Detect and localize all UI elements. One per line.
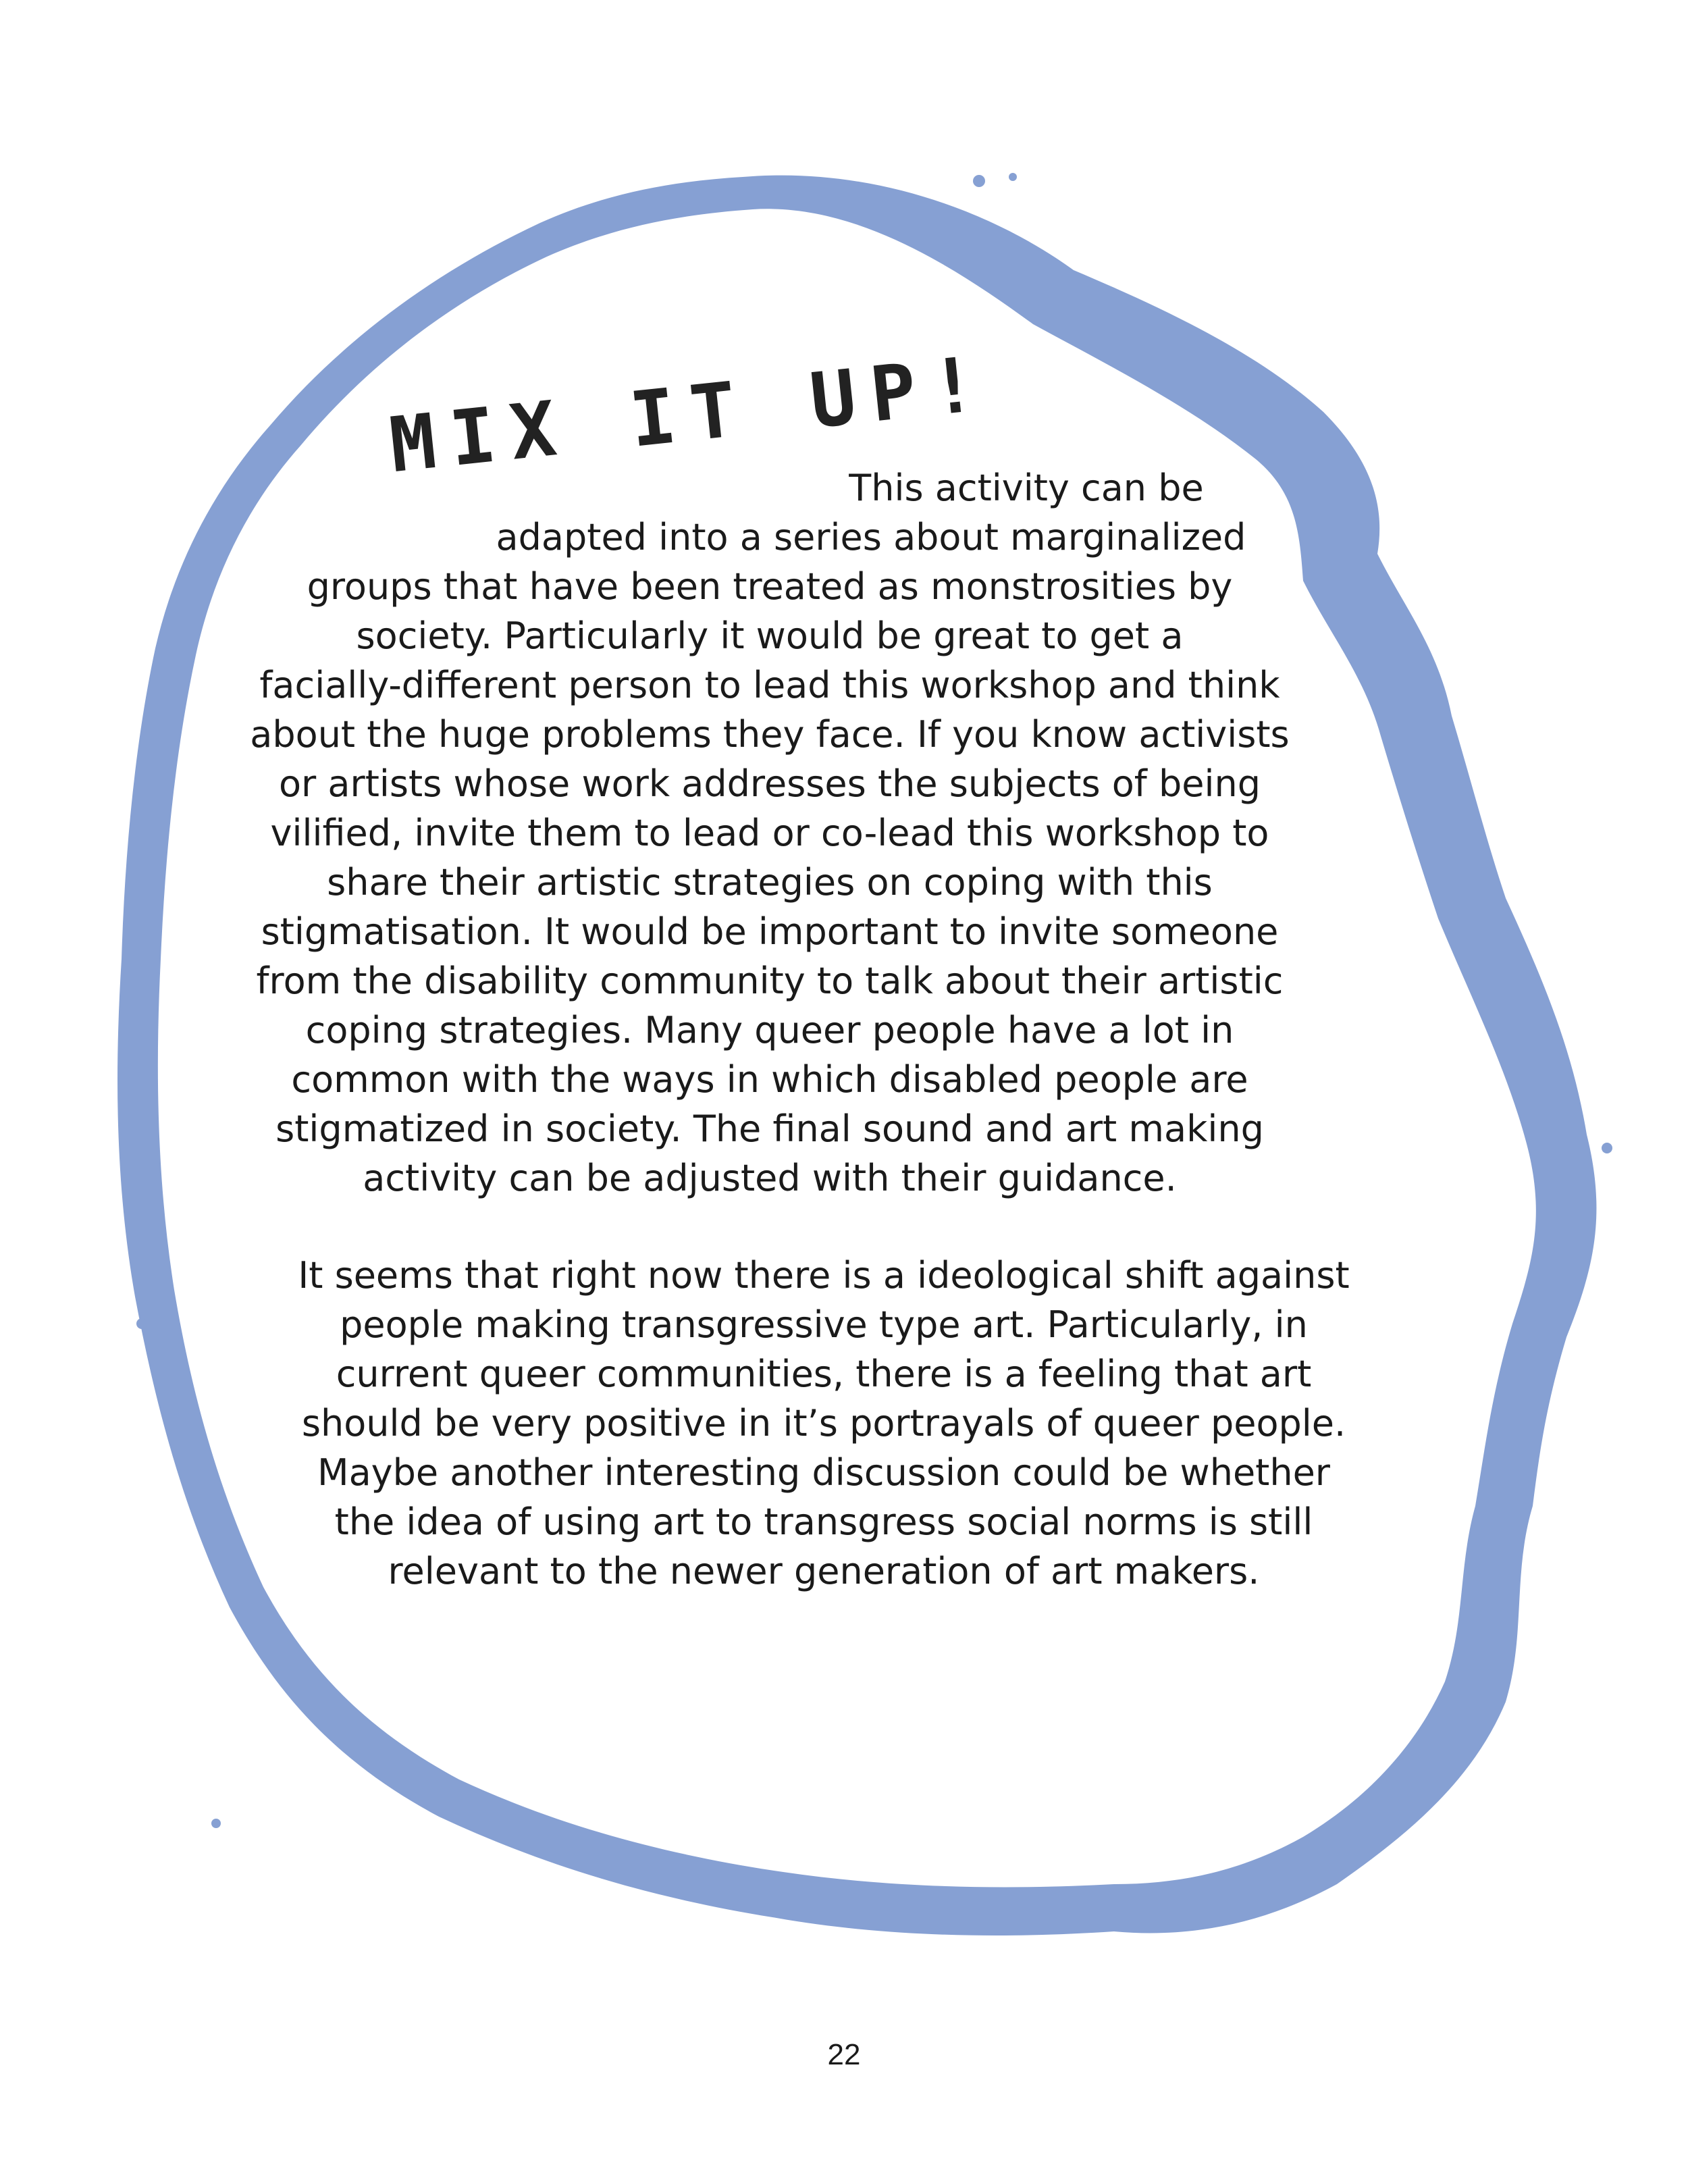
- paragraph-2: [230, 1251, 1418, 1596]
- paragraph-1-line: vilified, invite them to lead or co-lead this workshop to: [270, 812, 1269, 854]
- paragraph-2-line: relevant to the newer generation of art makers.: [388, 1550, 1260, 1592]
- paragraph-1-line: share their artistic strategies on coping with this: [327, 861, 1213, 904]
- paragraph-2-line: It seems that right now there is a ideological shift against: [298, 1254, 1350, 1297]
- paragraph-1-line: groups that have been treated as monstrosities by: [307, 565, 1233, 608]
- paragraph-1: [176, 463, 1364, 1203]
- paragraph-1-line: adapted into a series about marginalized: [496, 516, 1246, 558]
- paragraph-1-line: stigmatisation. It would be important to invite someone: [261, 910, 1279, 953]
- paragraph-1-line: or artists whose work addresses the subjects of being: [279, 762, 1261, 805]
- paragraph-1-line: common with the ways in which disabled people are: [291, 1058, 1248, 1101]
- paragraph-2-line: the idea of using art to transgress social norms is still: [334, 1501, 1313, 1543]
- paragraph-1-line: stigmatized in society. The final sound and art making: [275, 1108, 1264, 1150]
- paragraph-2-line: people making transgressive type art. Particularly, in: [340, 1303, 1308, 1346]
- paragraph-1-line: coping strategies. Many queer people have a lot in: [305, 1009, 1234, 1051]
- paragraph-1-line: about the huge problems they face. If you know activists: [250, 713, 1290, 756]
- paragraph-1-line: society. Particularly it would be great to get a: [356, 615, 1184, 657]
- paragraph-2-line: current queer communities, there is a feeling that art: [336, 1353, 1312, 1395]
- mix-it-up-heading: MIX IT UP!: [386, 339, 996, 490]
- paragraph-1-line: This activity can be: [849, 467, 1204, 509]
- paragraph-2-line: Maybe another interesting discussion could be whether: [317, 1451, 1330, 1494]
- paragraph-2-line: should be very positive in it’s portrayals of queer people.: [301, 1402, 1346, 1445]
- paragraph-1-line: facially-different person to lead this workshop and think: [259, 664, 1280, 706]
- paragraph-1-line: activity can be adjusted with their guidance.: [363, 1157, 1177, 1199]
- page-number: 22: [827, 2038, 861, 2071]
- paragraph-1-line: from the disability community to talk about their artistic: [256, 960, 1284, 1002]
